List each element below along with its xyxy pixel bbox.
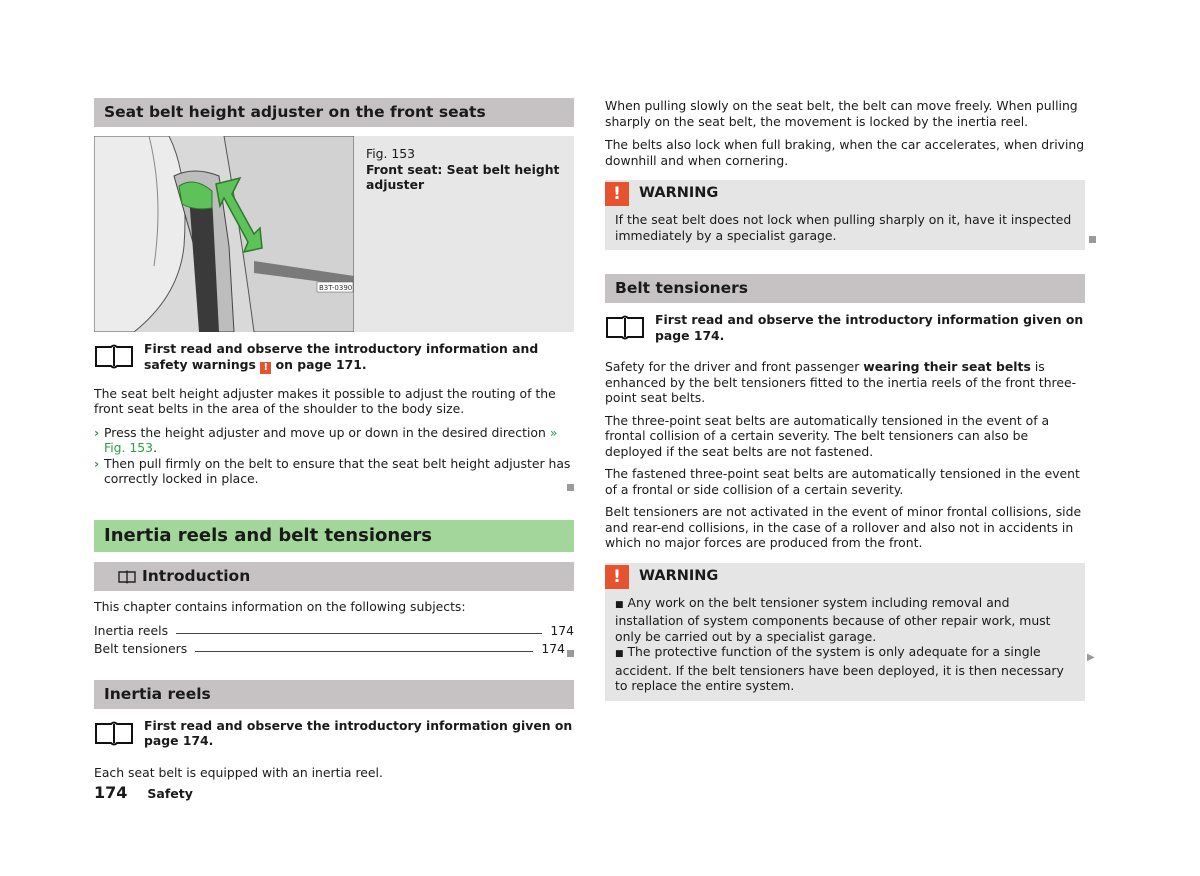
book-icon	[605, 314, 645, 340]
warning-box	[605, 563, 1085, 701]
step-1: › Press the height adjuster and move up or down in the desired direction » Fig. 153.	[94, 424, 558, 455]
tensioners-paragraph-2: The three-point seat belts are automatically tensioned in the event of a frontal collision of a certain severity. The belt tensioners can also be deployed if the seat belts are not fastened.	[605, 412, 1050, 459]
note-page-ref[interactable]: on page 171.	[275, 356, 367, 372]
book-icon	[94, 343, 134, 369]
end-of-section-marker	[567, 650, 574, 657]
step-arrow-icon: ›	[94, 455, 100, 471]
figure-code: B3T-0390	[319, 284, 353, 292]
left-column	[94, 98, 574, 780]
section-name: Safety	[147, 786, 193, 801]
seat-belt-adjuster-illustration	[94, 136, 354, 332]
tensioners-paragraph-3: The fastened three-point seat belts are automatically tensioned in the event of a frontal or side collision of a certain severity.	[605, 466, 1080, 497]
fig-153-link[interactable]: » Fig. 153	[104, 424, 558, 455]
section-heading-inertia-reels: Inertia reels	[94, 680, 574, 709]
right-column	[605, 98, 1095, 701]
introduction-heading: Introduction	[94, 562, 574, 591]
intro-text: This chapter contains information on the following subjects:	[94, 599, 466, 614]
warning-excl-icon: !	[260, 362, 271, 374]
warning-item: ■ The protective function of the system is only adequate for a single accident. If the belt tensioners have been deployed, it is then necessary to replace the entire system.	[615, 644, 1064, 693]
figure-caption	[354, 136, 574, 332]
warning-item: ■ Any work on the belt tensioner system including removal and installation of system components because of other repair work, must only be carried out by a specialist garage.	[615, 594, 1051, 644]
warning-icon: !	[605, 565, 629, 589]
step-2	[94, 456, 574, 487]
toc-item[interactable]: Inertia reels 174	[94, 623, 574, 638]
tensioners-paragraph-4: Belt tensioners are not activated in the event of minor frontal collisions, side and rear-end collisions, in the case of a rollover and also not in accidents in which no major forces are produced from the front.	[605, 504, 1082, 550]
step-2-text: Then pull firmly on the belt to ensure that the seat belt height adjuster has correctly locked in place.	[104, 455, 571, 486]
warning-title: WARNING	[639, 185, 719, 202]
toc-item[interactable]: Belt tensioners 174	[94, 639, 574, 657]
inertia-behaviour-paragraph: When pulling slowly on the seat belt, the belt can move freely. When pulling sharply on the seat belt, the movement is locked by the inertia reel.	[605, 98, 1078, 129]
read-first-note	[605, 312, 1085, 343]
end-of-section-marker	[567, 484, 574, 491]
toc-list	[94, 621, 574, 657]
figure-153	[94, 136, 574, 332]
section-heading-seat-belt-height-adjuster: Seat belt height adjuster on the front seats	[94, 98, 574, 127]
figure-number: Fig. 153	[366, 146, 416, 161]
note-text: First read and observe the introductory information given on page 174.	[144, 717, 573, 748]
warning-icon: !	[605, 182, 629, 206]
page-footer	[94, 785, 193, 802]
step-1-text: Press the height adjuster and move up or down in the desired direction	[104, 424, 546, 440]
book-icon	[118, 570, 136, 584]
seatbelt-paragraph: The seat belt height adjuster makes it possible to adjust the routing of the front seat belts in the area of the shoulder to the body size.	[94, 385, 556, 416]
warning-box	[605, 180, 1085, 250]
book-icon	[94, 720, 134, 746]
note-text: First read and observe the introductory information given on page 174.	[655, 312, 1084, 343]
warning-title: WARNING	[639, 567, 719, 584]
end-of-section-marker	[1089, 236, 1096, 243]
lock-paragraph: The belts also lock when full braking, when the car accelerates, when driving downhill and when cornering.	[605, 137, 1085, 168]
section-heading-belt-tensioners: Belt tensioners	[605, 274, 1085, 303]
figure-title: Front seat: Seat belt height adjuster	[366, 161, 560, 192]
inertia-paragraph: Each seat belt is equipped with an inertia reel.	[94, 764, 383, 780]
tensioners-paragraph-1: Safety for the driver and front passenger wearing their seat belts is enhanced by the belt tensioners fitted to the inertia reels of the front three-point seat belts.	[605, 359, 1077, 405]
warning-text: If the seat belt does not lock when pulling sharply on it, have it inspected immediately by a specialist garage.	[615, 212, 1072, 243]
page-number: 174	[94, 783, 128, 802]
continue-arrow-icon: ▶	[1087, 652, 1095, 663]
step-arrow-icon: ›	[94, 424, 100, 440]
chapter-heading: Inertia reels and belt tensioners	[94, 520, 574, 552]
warning-list	[605, 589, 1085, 701]
read-first-note	[94, 341, 574, 374]
note-text: First read and observe the introductory information and safety warnings	[144, 341, 539, 372]
read-first-note	[94, 718, 574, 749]
